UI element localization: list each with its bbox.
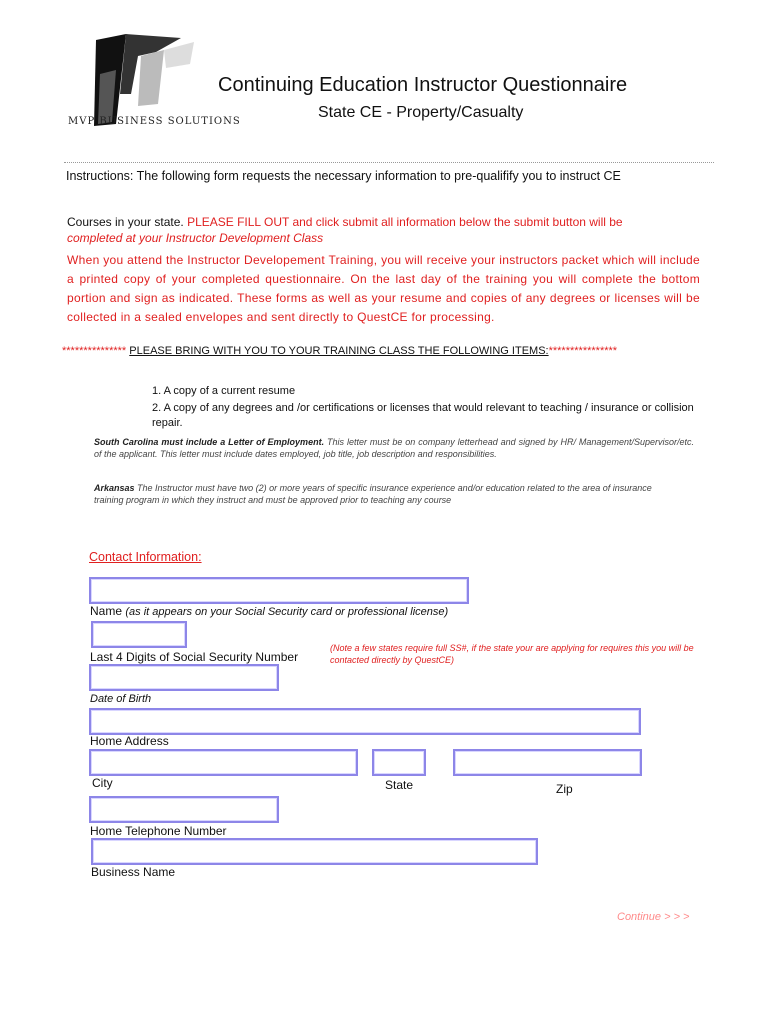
- business-name-label: Business Name: [91, 865, 176, 879]
- name-label-group: [90, 604, 448, 618]
- page-title: Continuing Education Instructor Questionnaire: [218, 74, 628, 96]
- list-item: 2. A copy of any degrees and /or certifications or licenses that would relevant to teaching / insurance or collision repair.: [152, 402, 694, 429]
- date-of-birth-input[interactable]: [89, 664, 279, 691]
- home-telephone-label: Home Telephone Number: [90, 824, 227, 838]
- courses-lead: Courses in your state.: [67, 215, 184, 229]
- continue-link[interactable]: Continue > > >: [617, 911, 690, 923]
- sc-text: This letter must be on company letterhead and signed by HR/ Management/Supervisor/etc. of the applicant. This letter must include dates employed, job title, job description and responsibilities.: [94, 437, 694, 459]
- ar-text: The Instructor must have two (2) or more years of specific insurance experience and/or education related to the area of insurance training program in which they instruct and must be approved prior to teaching any course: [94, 483, 652, 505]
- state-label: State: [385, 778, 414, 792]
- list-item: 1. A copy of a current resume: [152, 385, 296, 397]
- business-name-input[interactable]: [91, 838, 538, 865]
- courses-red-italic: completed at your Instructor Development Class: [67, 231, 324, 245]
- home-address-label: Home Address: [90, 734, 169, 748]
- name-label: Name: [90, 604, 123, 618]
- bring-text: PLEASE BRING WITH YOU TO YOUR TRAINING CLASS THE FOLLOWING ITEMS:: [129, 345, 549, 357]
- ssn-last4-input[interactable]: [91, 621, 187, 648]
- home-address-input[interactable]: [89, 708, 641, 735]
- instructions-text: Instructions: The following form requests the necessary information to pre-qualifify you to instruct CE: [66, 169, 621, 183]
- south-carolina-note: [94, 436, 694, 460]
- city-input[interactable]: [89, 749, 358, 776]
- stars-left: ***************: [62, 345, 127, 357]
- stars-right: ****************: [548, 345, 618, 357]
- bring-items-list: [152, 384, 712, 433]
- bring-items-heading: [62, 345, 617, 357]
- ar-lead: Arkansas: [94, 483, 135, 493]
- contact-heading: Contact Information:: [89, 550, 202, 564]
- page-subtitle: State CE - Property/Casualty: [318, 104, 524, 121]
- courses-red-text: PLEASE FILL OUT and click submit all information below the submit button will be: [187, 215, 623, 229]
- name-hint: (as it appears on your Social Security card or professional license): [125, 606, 449, 618]
- company-name: MVP BUSINESS SOLUTIONS: [68, 116, 241, 127]
- attend-paragraph: When you attend the Instructor Developement Training, you will receive your instructors packet which will include a printed copy of your completed questionnaire. On the last day of the training you will complete the bottom portion and sign as indicated. These forms as well as your resume and copies of any degrees or licenses will be collected in a sealed envelopes and sent directly to QuestCE for processing.: [67, 253, 700, 324]
- city-label: City: [92, 776, 113, 790]
- ssn-label: Last 4 Digits of Social Security Number: [90, 650, 299, 664]
- zip-label: Zip: [556, 782, 573, 796]
- name-input[interactable]: [89, 577, 469, 604]
- zip-input[interactable]: [453, 749, 642, 776]
- ssn-note: (Note a few states require full SS#, if the state your are applying for requires this you will be contacted directly by QuestCE): [330, 643, 694, 665]
- sc-lead: South Carolina must include a Letter of Employment.: [94, 437, 325, 447]
- state-input[interactable]: [372, 749, 426, 776]
- arkansas-note: [94, 482, 654, 506]
- dob-label: Date of Birth: [90, 693, 152, 705]
- home-telephone-input[interactable]: [89, 796, 279, 823]
- courses-paragraph: [67, 214, 707, 246]
- divider: [64, 162, 714, 163]
